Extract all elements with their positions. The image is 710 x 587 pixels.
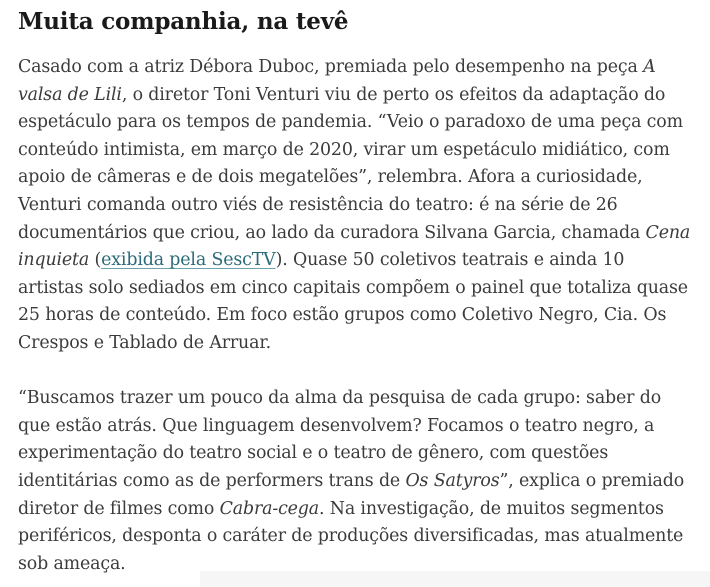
paragraph-1-text-2: , o diretor Toni Venturi viu de perto os efeitos da adaptação do espetáculo para os tempos de pandemia. “Veio o paradoxo de uma peça com conteúdo intimista, em março de 2020, virar um espetáculo midiático, com apoio de câmeras e de dois megatelões”, relembra. Afora a curiosidade, Venturi comanda outro viés de resistência do teatro: é na série de 26 documentários que criou, ao lado da curadora Silvana Garcia, chamada: [18, 84, 683, 243]
play-title-a-valsa-de-lili: A valsa de Lili: [18, 57, 656, 105]
film-title-cabra-cega: Cabra-cega: [219, 498, 320, 519]
bottom-strip: [200, 571, 710, 587]
paragraph-2-text-1: “Buscamos trazer um pouco da alma da pesquisa de cada grupo: saber do que estão atrás. Que linguagem desenvolvem? Focamos o teatro negro, a experimentação do teatro social e o teatro de gênero, com questões identitárias como as de performers trans de: [18, 388, 662, 491]
section-heading: Muita companhia, na tevê: [18, 8, 349, 35]
paragraph-1: [18, 54, 694, 358]
paragraph-2-text-3: . Na investigação, de muitos segmentos periféricos, desponta o caráter de produções diversificadas, mas atualmente sob ameaça.: [18, 498, 684, 574]
paragraph-1-text-3: (: [89, 250, 102, 271]
group-name-os-satyros: Os Satyros: [405, 470, 500, 491]
paragraph-1-text-4: ). Quase 50 coletivos teatrais e ainda 10 artistas solo sediados em cinco capitais compõem o painel que totaliza quase 25 horas de conteúdo. Em foco estão grupos como Coletivo Negro, Cia. Os Crespos e Tablado de Arruar.: [18, 250, 688, 353]
series-title-cena-inquieta: Cena inquieta: [18, 222, 691, 271]
article: [18, 6, 694, 578]
sesctv-link[interactable]: exibida pela SescTV: [101, 250, 276, 271]
paragraph-2: [18, 385, 694, 578]
paragraph-2-text-2: ”, explica o premiado diretor de filmes como: [18, 470, 685, 519]
paragraph-1-text-1: Casado com a atriz Débora Duboc, premiada pelo desempenho na peça: [18, 57, 644, 77]
